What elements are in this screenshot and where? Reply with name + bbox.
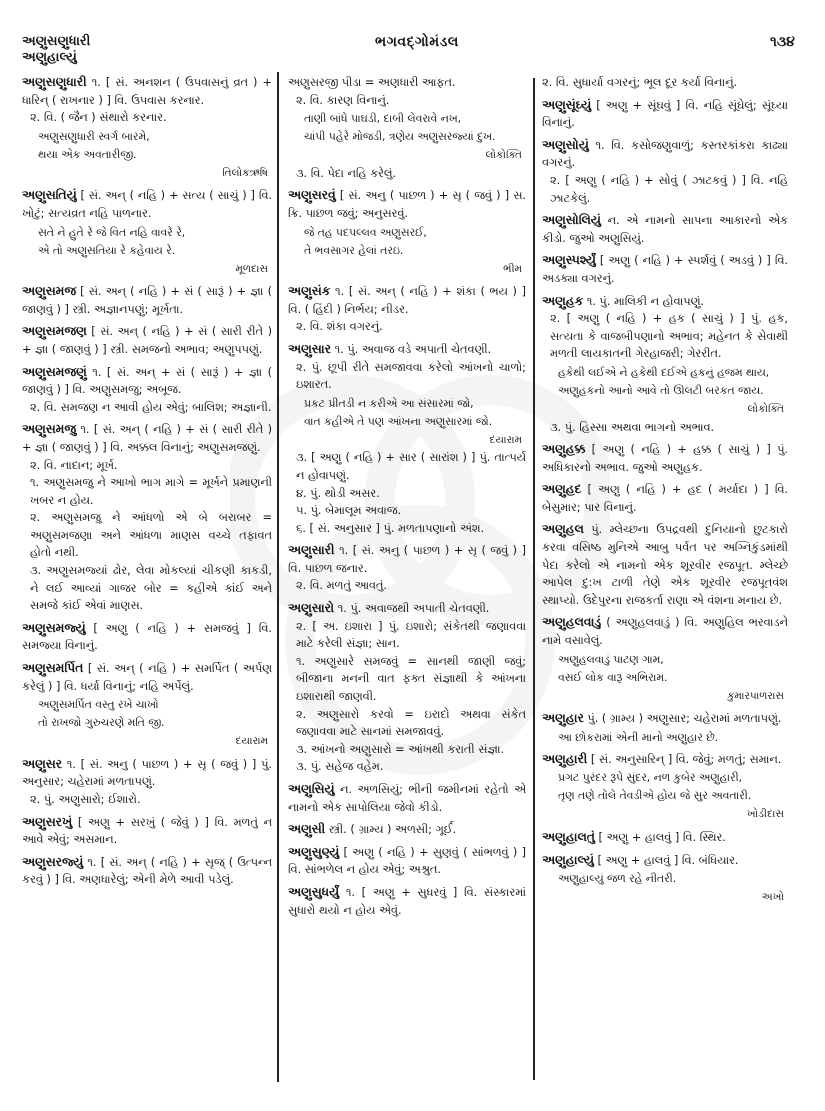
entry-first-line — [22, 421, 272, 456]
headword: અણુસિયું — [288, 782, 335, 796]
quotation-source: દયારામ — [489, 433, 522, 446]
headword: અણુસારી — [288, 543, 335, 558]
definition: [ અણુ ( નહિ ) + સ્પર્શવું ( અડવું ) ] વિ. અડક્યા વગરનું. — [542, 254, 788, 285]
quotation-source: લોકોક્તિ — [747, 402, 784, 415]
definition: ( અણુહલવાડું ) વિ. અણુહિલ ભરવાડને નામે વસાવેલું. — [542, 616, 788, 648]
entry-first-line — [542, 137, 788, 172]
headword: અણુસર — [22, 756, 63, 771]
headword: અણુસી — [288, 822, 326, 837]
definition: પું. ( ગ્રામ્ય ) અણુસાર; ચહેરામાં મળતાપણું. — [587, 712, 782, 726]
quotation-line: તૃણ તણે તોલે તેવડીએ હોય જે સુર અવતારી. — [558, 789, 752, 803]
headword: અણુહદ — [542, 482, 582, 497]
entry-first-line — [22, 660, 272, 695]
entry-first-line — [288, 821, 526, 839]
definition: ૧. [ સં. અન્ ( નહિ ) + સં ( સારી રીતે ) + જ્ઞા ( જાણવું ) ] વિ. અક્કલ વિનાનું; અણુસમજણું. — [22, 423, 273, 454]
quotation-source: લોકોક્તિ — [485, 149, 522, 162]
definition: ૧. [ સં. અન્ + સં ( સારૂં ) + જ્ઞા ( જાણવું ) ] વિ. અણુસમજુ; અબૂજ. — [22, 365, 272, 397]
headword: અણુસમજુ — [22, 422, 76, 437]
headword: અણુસારો — [288, 601, 335, 616]
dictionary-entry — [288, 283, 526, 336]
entry-first-line — [288, 341, 526, 359]
headword: અણુહાર — [542, 711, 584, 726]
dictionary-entry — [288, 600, 526, 776]
definition: [ સં. અન્ ( નહિ ) + સત્ય ( સાચું ) ] વિ. ખોટું; સત્યવ્રત નહિ પાળનાર. — [22, 189, 273, 220]
entry-first-line — [22, 283, 272, 318]
definition: [ અણુ + હાલવું ] વિ. સ્થિર. — [598, 831, 726, 844]
guide-word-first: અણુસણુધારી — [22, 34, 91, 49]
dictionary-title: ભગવદ્ગોમંડલ — [375, 34, 459, 50]
quotation-line: વસઈ લોક વારૂ અભિરામ. — [558, 670, 668, 684]
quotation-line: તાણી બાંધે પાઘડી, દાબી લેવરાવે નખ, — [304, 112, 462, 126]
quotation-line: સતે ને હુતે રે જે વિત નહિ વાવરે રે, — [38, 225, 186, 239]
definition: ૧. પું. માલિકી ન હોવાપણું. — [586, 294, 705, 308]
definition: ૧. પું. અવાજ વડે અપાતી ચેતવણી. — [334, 342, 492, 356]
quotation-line: અણુહકનો આનો આવે તો ઊલટી બરકત જાય. — [558, 383, 764, 397]
definition: [ સં. અન્ ( નહિ ) + સં ( સારી રીતે ) + જ્ઞા ( જાણવું ) ] સ્ત્રી. સમજનો અભાવ; અણુપપણું. — [22, 325, 272, 356]
definition: [ અણુ + સૂંઘવું ] વિ. નહિ સૂંઘેલું; સૂંઘ્યા વિનાનું. — [542, 98, 788, 130]
dictionary-entry — [288, 341, 526, 537]
quotation-source: મૂળદાસ — [235, 262, 268, 275]
headword: અણુહાલતું — [542, 830, 595, 844]
guide-word-last: અણુહાલ્યું — [22, 50, 77, 65]
sense-definition: ૨. વિ. નાદાન; મૂર્ખ. — [30, 458, 118, 472]
quotation-line: અણુહાલ્યું જળ રહે નીતરી. — [558, 872, 677, 886]
entry-first-line — [22, 756, 272, 791]
sense-definition: ૨. વિ. સમજણ ન આવી હોય એવું; બાલિશ; અજ્ઞાની. — [30, 400, 272, 414]
dictionary-entry — [22, 187, 272, 278]
dictionary-entry — [22, 756, 272, 809]
dictionary-entry — [288, 542, 526, 595]
dictionary-entry — [542, 852, 788, 907]
sense-definition: ૨. અણુસારો કરવો = ઇરાદો અથવા સંકેત જણાવવા માટે સાનમાં સમજાવવું. — [296, 707, 526, 739]
quotation-line: હકેથી લઈએ ને હકેથી દઈએ હકનું હજમ થાય, — [558, 365, 770, 379]
sense-definition: ૩. આંખનો અણુસારો = આંખથી કરાતી સંજ્ઞા. — [296, 742, 505, 756]
headword: અણુસંક — [288, 284, 331, 299]
entry-first-line — [542, 852, 788, 870]
dictionary-entry — [288, 187, 526, 278]
dictionary-entry — [22, 421, 272, 615]
entry-first-line — [22, 74, 272, 109]
definition: [ અણુ ( નહિ ) + હદ ( મર્યાદા ) ] વિ. બેસુમાર; પાર વિનાનું. — [542, 483, 788, 514]
sense-definition: ૩. અણુસમજ્યાં ઢોર, લેવા મોકલ્યાં ચીકણી કાકડી, ને લઈ આવ્યાં ગાજર બોર = કહીએ કાંઈ અને સમજે કાંઈ એવાં માણસ. — [30, 564, 272, 613]
definition: ન. એ નામનો સાપના આકારનો એક કીડો. જુઓ અણુસિયું. — [542, 214, 788, 245]
entry-first-line — [288, 542, 526, 577]
quotation-source: ખોડીદાસ — [747, 808, 784, 821]
quotation-line: વાત કહીએ તે પણ આંખના અણુસારમાં જો. — [304, 414, 493, 428]
quotation-line: પ્રગટ પુરંદર રૂપે સુંદર, નળ કુબેર અણુહારી, — [558, 771, 743, 785]
entry-first-line — [288, 187, 526, 222]
column-divider — [277, 72, 279, 1082]
definition: ૧. [ સં. અન્ ( નહિ ) + શંકા ( ભય ) ] વિ. ( હિંદી ) નિર્ભય; નીડર. — [288, 285, 527, 316]
headword: અણુસુધર્યું — [288, 884, 340, 899]
sense-definition: ૧. અણુસારે સમજવું = સાનથી જાણી જવું; બીજાના મનની વાત ફક્ત સંજ્ઞાથી કે આંખના ઇશારાથી જાણવી. — [296, 654, 526, 704]
dictionary-entry — [22, 660, 272, 751]
quotation-line: પ્રકટ પ્રીતડી ન કરીએ આ સંસારમાં જો, — [304, 396, 474, 410]
definition: [ અણુ ( નહિ ) + હક્ક ( સાચું ) ] પું. અધિકારનો અભાવ. જુઓ અણુહક. — [542, 443, 789, 474]
definition: [ સં. અન્ ( નહિ ) + સમર્પિત ( અર્પણ કરેલું ) ] વિ. ધર્યા વિનાનું; નહિ અર્પેલું. — [22, 662, 273, 693]
dictionary-entry — [542, 137, 788, 207]
page-number: ૧૩૪ — [770, 34, 795, 50]
sense-definition: ૩. પું. હિસ્સા અથવા ભાગનો અભાવ. — [550, 420, 715, 434]
headword: અણુસરખું — [22, 814, 73, 829]
dictionary-entry — [542, 293, 788, 437]
entry-first-line — [542, 481, 788, 516]
definition: સ્ત્રી. ( ગ્રામ્ય ) અળસી; ગૂર્ઈ. — [328, 823, 457, 837]
dictionary-entry — [22, 74, 272, 182]
headword: અણુહલ — [542, 522, 584, 537]
dictionary-entry — [542, 74, 788, 92]
entry-first-line — [288, 600, 526, 618]
quotation-line: ચાંપી પહેરે મોજડી, ત્રણેય અણુસરજ્યાં દુખ. — [304, 130, 496, 144]
sense-definition: ૨. [ અ. ઇશારા ] પું. ઇશારો; સંકેતથી જણાવવા માટે કરેલી સંજ્ઞા; સાન. — [296, 619, 526, 651]
headword: અણુસાર — [288, 341, 332, 356]
column-divider — [533, 78, 535, 1080]
sense-definition: ૨. વિ. ( જૈન ) સંથારો કરનાર. — [30, 111, 167, 125]
headword: અણુસમજ — [22, 284, 76, 299]
quotation-line: એ તો અણુસતિયા રે કહેવાય રે. — [38, 243, 176, 257]
dictionary-entry — [542, 614, 788, 705]
headword: અણુહલવાડું — [542, 615, 602, 630]
entry-first-line — [542, 521, 788, 609]
sense-definition: ૨. વિ. શંકા વગરનું. — [296, 320, 383, 334]
dictionary-entry — [22, 854, 272, 889]
definition: ૧. [ સં. અનશન ( ઉપવાસનું વ્રત ) + ધારિન્ ( રાખનાર ) ] વિ. ઉપવાસ કરનાર. — [22, 76, 272, 107]
sense-definition: ૩. વિ. પેદા નહિ કરેલું. — [296, 166, 397, 180]
definition: [ અણુ ( નહિ ) + સમજવું ] વિ. સમજ્યા વિનાનું. — [22, 621, 272, 653]
definition: ન. અળસિયું; ભીની જમીનમાં રહેતો એ નામનો એક સાપોલિયા જેવો કીડો. — [288, 783, 526, 814]
sense-definition: ૨. [ અણુ ( નહિ ) + સોવું ( ઝાટકવું ) ] વિ. નહિ ઝાટકેલું. — [550, 173, 788, 205]
definition: ૧. [ સં. અન્ ( નહિ ) + સૃજ્ ( ઉત્પન્ન કરવું ) ] વિ. અણધારેલું; એની મેળે આવી પડેલું. — [22, 855, 273, 887]
quotation-source: અખો — [761, 891, 784, 904]
quotation-line: અણુસણુધારી સ્વર્ગ બારમે, — [38, 129, 150, 143]
sense-definition: ૩. પું. સહેજ વહેમ. — [296, 760, 384, 774]
dictionary-entry — [542, 97, 788, 132]
quotation-line: તે ભવસાગર હેલાં તરઇ. — [304, 243, 404, 257]
entry-first-line — [22, 854, 272, 889]
page-header — [0, 0, 825, 65]
entry-first-line — [542, 74, 788, 92]
definition: ૨. વિ. સુધાર્યા વગરનું; ભૂલ દૂર કર્યા વિનાનું. — [542, 76, 738, 89]
dictionary-entry — [542, 212, 788, 247]
dictionary-entry — [542, 521, 788, 609]
dictionary-entry — [288, 781, 526, 816]
dictionary-entry — [22, 364, 272, 417]
sense-definition: ૨. પું. છૂપી રીતે સમજાવવા કરેલો આંખનો ચાળો; ઇશારત. — [296, 360, 526, 392]
headword: અણુસણુધારી — [22, 75, 87, 89]
quotation-line: આ છોકરામાં એની માનો અણુહાર છે. — [558, 730, 719, 744]
dictionary-entry — [22, 323, 272, 358]
definition: અણુસરજી પીડા = અણધારી આફત. — [288, 76, 456, 89]
headword: અણુસ્પર્શ્યું — [542, 253, 596, 268]
entry-first-line — [542, 441, 788, 476]
quotation-source: દયારામ — [235, 735, 268, 748]
sense-definition: ૨. વિ. કારણ વિનાનું. — [296, 93, 390, 107]
headword: અણુસોલિયું — [542, 213, 601, 228]
sense-definition: ૨. પું. અણુસારો; ઈશારો. — [30, 793, 141, 806]
entry-first-line — [288, 283, 526, 318]
dictionary-entry — [542, 829, 788, 847]
entry-first-line — [288, 781, 526, 816]
dictionary-entry — [288, 884, 526, 919]
column-right — [542, 74, 788, 912]
dictionary-entry — [22, 283, 272, 318]
quotation-source: ભીમ — [503, 262, 522, 275]
headword: અણુસરજ્યું — [22, 854, 84, 869]
quotation-line: થયા એક અવતારીજી. — [38, 147, 137, 161]
entry-first-line — [288, 884, 526, 919]
column-left — [22, 74, 272, 894]
sense-definition: ૧. અણુસમજુ ને આખો ભાગ માગે = મૂર્ખને પ્રમાણની ખબર ન હોય. — [30, 476, 272, 507]
definition: ૧. [ સં. અનુ ( પાછળ ) + સૃ ( જવું ) ] પું. અનુસાર; ચહેરામાં મળતાપણું. — [22, 757, 272, 789]
sense-definition: ૩. [ અણુ ( નહિ ) + સાર ( સારાંશ ) ] પું. તાત્પર્ય ન હોવાપણું. — [296, 451, 526, 482]
entry-first-line — [542, 614, 788, 649]
dictionary-entry — [288, 74, 526, 182]
entry-first-line — [22, 323, 272, 358]
definition: [ અણુ + હાલવું ] વિ. બંધિયાર. — [597, 853, 739, 867]
quotation-line: અણુહલવાડું પાટણ ગામ, — [558, 652, 664, 666]
entry-first-line — [542, 293, 788, 311]
quotation-source: કુમારપાળરાસ — [727, 689, 784, 702]
entry-first-line — [22, 620, 272, 655]
headword: અણુસુણ્યું — [288, 844, 340, 859]
sense-definition: ૪. પું. થોડી અસર. — [296, 486, 380, 500]
dictionary-entry — [542, 441, 788, 476]
definition: [ સં. અનુસારિન્ ] વિ. જેવું; મળતું; સમાન. — [590, 752, 782, 766]
entry-first-line — [542, 829, 788, 847]
quotation-source: તિલોકઋષિ — [222, 166, 268, 179]
entry-first-line — [22, 187, 272, 222]
sense-definition: ૨. અણુસમજુ ને આંધળો એ બે બરાબર = અણુસમજણા અને આંધળા માણસ વચ્ચે તફાવત હોતો નથી. — [30, 511, 272, 560]
definition: ૧. પું. અવાજથી અપાતી ચેતવણી. — [337, 602, 490, 616]
definition: પું. મ્લેચ્છના ઉપદ્રવથી દુનિયાનો છુટકારો કરવા વસિષ્ઠ મુનિએ આબુ પર્વત પર અગ્નિકુંડમાંથી પેદા કરેલો એ નામનો એક શૂરવીર રજપૂત. મ્લેચ્છે આપેલ દુ:ખ ટાળી તેણે એક શૂરવીર રજપૂતવંશ સ્થાપ્યો. ઉદેપુરના રાજકર્તા રાણા એ વંશના મનાય છે. — [542, 523, 789, 607]
entry-first-line — [288, 844, 526, 879]
dictionary-entry — [542, 751, 788, 824]
dictionary-entry — [542, 710, 788, 746]
headword: અણુસમજણ — [22, 324, 87, 339]
dictionary-entry — [542, 481, 788, 516]
quotation-line: અણુસમર્પિત વસ્તુ રખે ચાખો — [38, 698, 159, 712]
entry-first-line — [22, 814, 272, 849]
headword: અણુહારી — [542, 751, 588, 766]
entry-first-line — [542, 710, 788, 728]
headword: અણુસમર્પિત — [22, 661, 84, 676]
headword: અણુહક — [542, 293, 584, 308]
definition: [ અણુ + સરખું ( જેવું ) ] વિ. મળતું ન આવે એવું; અસમાન. — [22, 815, 273, 847]
sense-definition: ૨. [ અણુ ( નહિ ) + હક ( સાચું ) ] પું. હક, સત્યતા કે વાજબીપણાનો અભાવ; મહેનત કે સેવાથી મળતી લાયકાતની ગેરહાજરી; ગેરરીત. — [550, 312, 788, 361]
entry-first-line — [542, 252, 788, 287]
entry-first-line — [542, 212, 788, 247]
definition: [ સં. અનુ ( પાછળ ) + સૃ ( જવું ) ] સ. ક્રિ. પાછળ જવું; અનુસરવું. — [288, 189, 527, 220]
sense-definition: ૫. પું. બેમાલૂમ અવાજ. — [296, 504, 402, 518]
dictionary-entry — [288, 844, 526, 879]
sense-definition: ૬. [ સં. અનુસાર ] પું. મળતાપણાનો અંશ. — [296, 521, 485, 535]
quotation-line: તો રાખજો ગુરુચરણે મતિ જી. — [38, 716, 165, 730]
entry-first-line — [22, 364, 272, 399]
headword: અણુહાલ્યું — [542, 852, 594, 867]
headword: અણુસમજણું — [22, 364, 87, 379]
headword: અણુસતિયું — [22, 188, 77, 203]
definition: [ અણુ ( નહિ ) + સુણવું ( સાંભળવું ) ] વિ. સાંભળેલ ન હોય એવું; અશ્રુત. — [288, 845, 527, 877]
entry-first-line — [542, 751, 788, 769]
headword: અણુસૂંઘ્યું — [542, 97, 592, 112]
headword: અણુસોયું — [542, 137, 589, 152]
quotation-line: જે તહ પદપલ્લવ અણુસરઈ, — [304, 225, 427, 239]
headword: અણુસમજ્યું — [22, 620, 86, 635]
sense-definition: ૨. વિ. મળતું આવતું. — [296, 579, 387, 593]
entry-first-line — [288, 74, 526, 92]
dictionary-entry — [22, 814, 272, 849]
definition: ૧. [ સં. અનુ ( પાછળ ) + સૃ ( જવું ) ] વિ. પાછળ જનાર. — [288, 544, 526, 575]
headword: અણુસરવું — [288, 188, 336, 203]
entry-first-line — [542, 97, 788, 132]
headword: અણુહક્ક — [542, 442, 586, 457]
dictionary-entry — [22, 620, 272, 655]
dictionary-entry — [288, 821, 526, 839]
dictionary-entry — [542, 252, 788, 287]
definition: ૧. વિ. કસોજણુવાળું; કસ્તરકાંકરા કાઢ્યા વગરનું. — [542, 138, 789, 170]
definition: ૧. [ અણુ + સુધરવું ] વિ. સંસ્કારમાં સુધારો થયો ન હોય એવું. — [288, 885, 527, 917]
definition: [ સં. અન્ ( નહિ ) + સં ( સારૂં ) + જ્ઞા ( જાણવું ) ] સ્ત્રી. અજ્ઞાનપણું; મૂર્ખતા. — [22, 285, 272, 316]
column-middle — [288, 74, 526, 924]
